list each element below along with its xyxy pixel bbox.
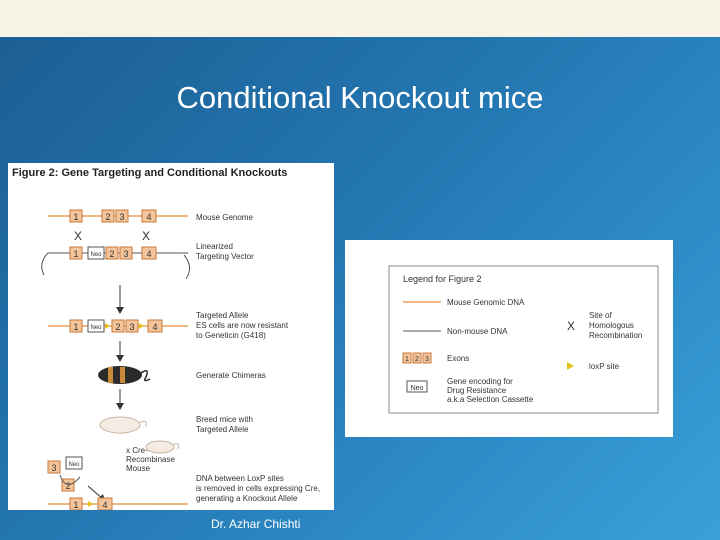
legend-exon-2 bbox=[413, 353, 421, 363]
loxp-site-icon bbox=[105, 323, 110, 329]
svg-text:4: 4 bbox=[146, 249, 152, 259]
neo-cassette bbox=[88, 247, 104, 259]
loxp-site-icon bbox=[88, 501, 93, 507]
svg-text:3: 3 bbox=[51, 463, 57, 473]
arrow-head-icon bbox=[116, 403, 124, 410]
exon-1 bbox=[70, 320, 82, 332]
svg-text:2: 2 bbox=[65, 481, 71, 491]
legend-mouse-dna: Mouse Genomic DNA bbox=[447, 298, 525, 307]
label-cre-mouse: Mouse bbox=[126, 464, 151, 473]
exon-2 bbox=[106, 247, 118, 259]
figure-legend-panel bbox=[345, 240, 673, 437]
svg-text:1: 1 bbox=[405, 356, 409, 363]
gene-targeting-figure bbox=[8, 163, 334, 510]
neo-cassette bbox=[66, 457, 82, 469]
exon-3 bbox=[126, 320, 138, 332]
label-removed: is removed in cells expressing Cre, bbox=[196, 484, 321, 493]
legend-neo-desc-3: a.k.a Selection Cassette bbox=[447, 395, 534, 404]
svg-text:1: 1 bbox=[73, 212, 79, 222]
legend-site-2: Homologous bbox=[589, 321, 634, 330]
svg-text:1: 1 bbox=[73, 249, 79, 259]
arrow-head-icon bbox=[116, 307, 124, 314]
svg-text:2: 2 bbox=[105, 212, 111, 222]
legend-site-3: Recombination bbox=[589, 331, 643, 340]
legend-neo-box bbox=[407, 381, 427, 392]
svg-text:Neo: Neo bbox=[68, 462, 80, 468]
legend-diagram bbox=[345, 240, 673, 437]
label-es-cells: ES cells are now resistant bbox=[196, 321, 289, 330]
label-recombinase: Recombinase bbox=[126, 455, 175, 464]
loxp-site-icon bbox=[139, 323, 144, 329]
exon-4 bbox=[142, 247, 156, 259]
legend-neo-desc-2: Drug Resistance bbox=[447, 386, 507, 395]
exon-4 bbox=[148, 320, 162, 332]
slide-title: Conditional Knockout mice bbox=[176, 80, 544, 115]
figure-heading: Figure 2: Gene Targeting and Conditional Knockouts bbox=[12, 167, 288, 179]
exon-1 bbox=[70, 210, 82, 222]
legend-neo-desc-1: Gene encoding for bbox=[447, 377, 513, 386]
svg-text:3: 3 bbox=[119, 212, 125, 222]
exon-2 bbox=[112, 320, 124, 332]
exon-1 bbox=[70, 498, 82, 510]
exon-3 bbox=[120, 247, 132, 259]
legend-non-mouse-dna: Non-mouse DNA bbox=[447, 327, 508, 336]
legend-site-1: Site of bbox=[589, 311, 612, 320]
exon-4 bbox=[142, 210, 156, 222]
cre-mouse-icon bbox=[146, 441, 178, 453]
label-targeting-vector: Targeting Vector bbox=[196, 252, 254, 261]
top-band bbox=[0, 0, 720, 37]
chimera-mouse-icon bbox=[98, 366, 150, 384]
svg-text:Neo: Neo bbox=[90, 252, 102, 258]
svg-text:Neo: Neo bbox=[90, 325, 102, 331]
label-knockout-allele: generating a Knockout Allele bbox=[196, 494, 298, 503]
svg-text:4: 4 bbox=[152, 322, 158, 332]
svg-text:3: 3 bbox=[123, 249, 129, 259]
vector-curve bbox=[184, 255, 190, 279]
legend-heading: Legend for Figure 2 bbox=[403, 274, 482, 284]
label-linearized: Linearized bbox=[196, 242, 233, 251]
svg-text:3: 3 bbox=[425, 356, 429, 363]
label-targeted-allele: Targeted Allele bbox=[196, 311, 249, 320]
exon-3 bbox=[116, 210, 128, 222]
label-breed-allele: Targeted Allele bbox=[196, 425, 249, 434]
label-geneticin: to Geneticin (G418) bbox=[196, 331, 266, 340]
legend-exon-3 bbox=[423, 353, 431, 363]
recombination-cross-icon: X bbox=[142, 229, 151, 243]
targeted-mouse-icon bbox=[100, 417, 146, 433]
label-chimeras: Generate Chimeras bbox=[196, 371, 266, 380]
svg-text:1: 1 bbox=[73, 500, 79, 510]
neo-cassette bbox=[88, 320, 104, 332]
svg-text:1: 1 bbox=[73, 322, 79, 332]
exon-3 bbox=[48, 461, 60, 473]
legend-loxp: loxP site bbox=[589, 362, 620, 371]
label-mouse-genome: Mouse Genome bbox=[196, 213, 253, 222]
label-dna-between: DNA between LoxP sites bbox=[196, 474, 284, 483]
svg-text:Neo: Neo bbox=[410, 385, 424, 392]
svg-text:2: 2 bbox=[115, 322, 121, 332]
recombination-cross-icon: X bbox=[74, 229, 83, 243]
vector-curve bbox=[42, 253, 48, 275]
exon-4 bbox=[98, 498, 112, 510]
exon-2 bbox=[102, 210, 114, 222]
gene-targeting-diagram bbox=[8, 163, 334, 510]
arrow-head-icon bbox=[116, 355, 124, 362]
svg-text:2: 2 bbox=[415, 356, 419, 363]
label-cre: x Cre- bbox=[126, 446, 148, 455]
label-breed: Breed mice with bbox=[196, 415, 253, 424]
svg-text:4: 4 bbox=[146, 212, 152, 222]
svg-text:4: 4 bbox=[102, 500, 108, 510]
slide-footer: Dr. Azhar Chishti bbox=[211, 517, 301, 531]
svg-text:2: 2 bbox=[109, 249, 115, 259]
exon-1 bbox=[70, 247, 82, 259]
svg-text:3: 3 bbox=[129, 322, 135, 332]
legend-exon-1 bbox=[403, 353, 411, 363]
legend-cross-icon: X bbox=[567, 319, 576, 333]
legend-exons: Exons bbox=[447, 354, 470, 363]
